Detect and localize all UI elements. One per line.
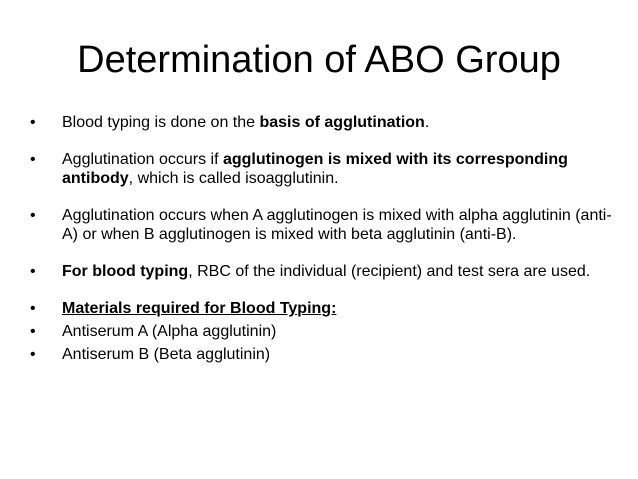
bullet-text: . [424, 114, 430, 131]
bullet-bold-text: basis of agglutination [259, 114, 425, 131]
bullet-text: , which is called isoagglutinin. [128, 170, 339, 187]
bullet-list [30, 113, 620, 364]
bullet-text: Agglutination occurs if [62, 151, 223, 168]
bullet-item [30, 299, 620, 318]
bullet-text: , RBC of the individual (recipient) and test sera are used. [188, 263, 591, 280]
bullet-dot-icon: • [30, 323, 36, 340]
bullet-item [30, 262, 620, 281]
bullet-item [30, 322, 620, 341]
bullet-item [30, 113, 620, 132]
bullet-heading-text: Materials required for Blood Typing: [62, 300, 337, 317]
bullet-dot-icon: • [30, 151, 36, 168]
bullet-item [30, 150, 620, 188]
bullet-item [30, 345, 620, 364]
bullet-text: Agglutination occurs when A agglutinogen is mixed with alpha agglutinin (anti-A) or when B agglutinogen is mixed with beta agglutinin (anti-B). [62, 207, 612, 243]
bullet-dot-icon: • [30, 114, 36, 131]
bullet-dot-icon: • [30, 346, 36, 363]
bullet-item [30, 206, 620, 244]
bullet-dot-icon: • [30, 207, 36, 224]
bullet-text: Antiserum B (Beta agglutinin) [62, 346, 271, 363]
bullet-bold-text: For blood typing [62, 263, 189, 280]
bullet-bold-text: agglutinogen is mixed with its corresponding antibody [62, 151, 568, 187]
bullet-text: Blood typing is done on the [62, 114, 260, 131]
bullet-text: Antiserum A (Alpha agglutinin) [62, 323, 277, 340]
bullet-dot-icon: • [30, 263, 36, 280]
slide-title: Determination of ABO Group [77, 39, 561, 81]
bullet-dot-icon: • [30, 300, 36, 317]
